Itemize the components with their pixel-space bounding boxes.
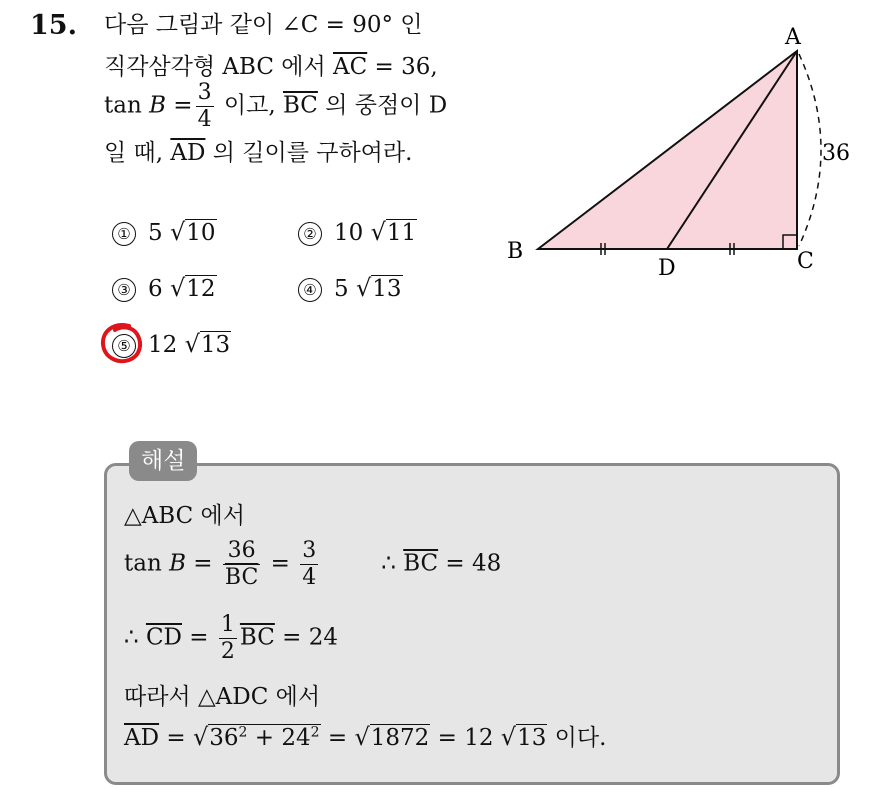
segment-ad: $\overline{AD}$	[170, 140, 206, 166]
label-b: B	[507, 239, 524, 264]
answer-mark-icon	[99, 320, 145, 366]
choice-3[interactable]: ③ 6 √12	[112, 274, 217, 302]
choice-4[interactable]: ④ 5 √13	[298, 274, 403, 302]
choice-2[interactable]: ② 10 √11	[298, 218, 417, 246]
choice-5[interactable]: ⑤ 12 √13	[112, 330, 231, 358]
choice-1[interactable]: ① 5 √10	[112, 218, 217, 246]
triangle-figure	[495, 20, 865, 290]
solution-line-5: $\overline{AD} = √36^2 + 24^2 = √1872 = 12$ √13 이다.	[124, 723, 607, 751]
label-c: C	[797, 249, 814, 274]
dimension-arc	[799, 54, 821, 246]
question-line-4: 일 때, $\overline{AD}$ 의 길이를 구하여라.	[104, 140, 413, 166]
triangle-abc	[538, 51, 797, 249]
label-36: 36	[822, 141, 850, 166]
label-d: D	[658, 256, 676, 281]
solution-line-4: 따라서 △ADC 에서	[124, 684, 321, 710]
label-a: A	[785, 25, 801, 50]
solution-line-2: tan B = $\frac{36}{BC}$ = $\frac{3}{4}$ ∴ $\overline{BC} = 48$	[124, 538, 502, 590]
question-line-2: 직각삼각형 ABC 에서 $\overline{AC} = 36$,	[104, 54, 438, 80]
solution-tab: 해설	[129, 441, 197, 481]
solution-line-1: △ABC 에서	[124, 503, 245, 529]
question-line-1: 다음 그림과 같이 ∠C = 90° 인	[104, 12, 423, 38]
segment-bc: $\overline{BC}$	[282, 92, 318, 119]
solution-line-3: ∴ $\overline{CD}$ = $\frac{1}{2}$ $\overline{BC} = 24$	[124, 612, 339, 664]
fraction-3-4: $\frac{3}{4}$	[197, 80, 212, 132]
segment-ac: $\overline{AC}$	[333, 54, 368, 80]
question-number: 15.	[30, 10, 77, 41]
question-line-3: tan B = $\frac{3}{4}$ 이고, $\overline{BC}$ 의 중점이 D	[104, 80, 448, 132]
